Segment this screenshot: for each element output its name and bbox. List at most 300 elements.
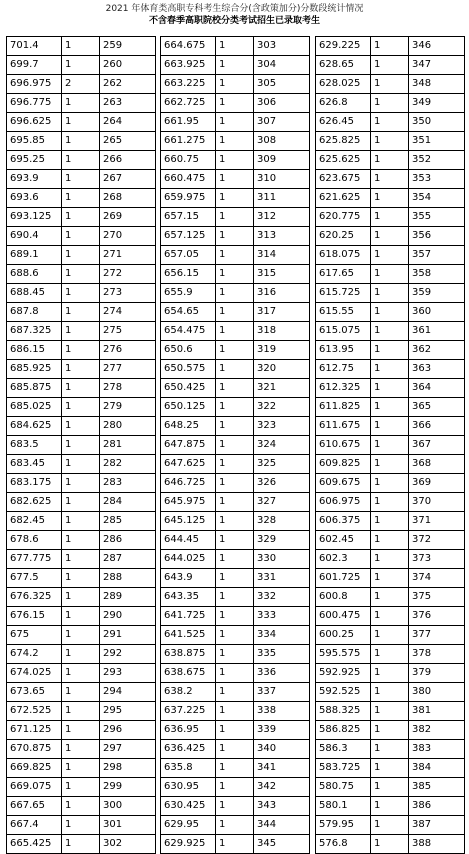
- count-cell: 1: [371, 379, 409, 398]
- score-cell: 677.775: [7, 550, 62, 569]
- count-cell: 1: [371, 170, 409, 189]
- score-cell: 660.75: [161, 151, 216, 170]
- score-cell: 637.225: [161, 702, 216, 721]
- count-cell: 1: [216, 360, 254, 379]
- cumulative-cell: 375: [409, 588, 465, 607]
- count-cell: 1: [371, 645, 409, 664]
- score-cell: 647.875: [161, 436, 216, 455]
- score-cell: 688.6: [7, 265, 62, 284]
- score-cell: 626.8: [316, 94, 371, 113]
- count-cell: 1: [371, 664, 409, 683]
- count-cell: 1: [371, 303, 409, 322]
- cumulative-cell: 328: [254, 512, 310, 531]
- count-cell: 1: [371, 265, 409, 284]
- score-cell: 675: [7, 626, 62, 645]
- count-cell: 1: [62, 721, 100, 740]
- cumulative-cell: 316: [254, 284, 310, 303]
- count-cell: 1: [216, 37, 254, 56]
- count-cell: 1: [62, 797, 100, 816]
- score-cell: 683.45: [7, 455, 62, 474]
- count-cell: 1: [371, 835, 409, 854]
- cumulative-cell: 385: [409, 778, 465, 797]
- count-cell: 1: [62, 740, 100, 759]
- table-row: [161, 246, 310, 265]
- count-cell: 1: [371, 284, 409, 303]
- table-row: [161, 474, 310, 493]
- table-row: [316, 721, 465, 740]
- cumulative-cell: 270: [100, 227, 156, 246]
- cumulative-cell: 346: [409, 37, 465, 56]
- count-cell: 1: [371, 474, 409, 493]
- table-row: [316, 588, 465, 607]
- cumulative-cell: 379: [409, 664, 465, 683]
- cumulative-cell: 274: [100, 303, 156, 322]
- cumulative-cell: 311: [254, 189, 310, 208]
- table-row: [7, 56, 156, 75]
- table-row: [316, 398, 465, 417]
- table-row: [316, 531, 465, 550]
- table-row: [7, 531, 156, 550]
- score-cell: 696.775: [7, 94, 62, 113]
- count-cell: 1: [371, 626, 409, 645]
- table-row: [316, 626, 465, 645]
- table-row: [7, 113, 156, 132]
- count-cell: 1: [371, 227, 409, 246]
- cumulative-cell: 353: [409, 170, 465, 189]
- cumulative-cell: 259: [100, 37, 156, 56]
- table-row: [316, 835, 465, 854]
- table-row: [7, 550, 156, 569]
- count-cell: 1: [371, 113, 409, 132]
- count-cell: 1: [216, 778, 254, 797]
- cumulative-cell: 356: [409, 227, 465, 246]
- document-header: [0, 0, 469, 27]
- score-cell: 610.675: [316, 436, 371, 455]
- cumulative-cell: 349: [409, 94, 465, 113]
- count-cell: 1: [371, 436, 409, 455]
- score-cell: 629.225: [316, 37, 371, 56]
- score-cell: 630.95: [161, 778, 216, 797]
- score-cell: 601.725: [316, 569, 371, 588]
- score-cell: 664.675: [161, 37, 216, 56]
- table-row: [161, 417, 310, 436]
- cumulative-cell: 280: [100, 417, 156, 436]
- cumulative-cell: 264: [100, 113, 156, 132]
- table-row: [161, 816, 310, 835]
- cumulative-cell: 361: [409, 322, 465, 341]
- table-row: [161, 341, 310, 360]
- table-row: [316, 797, 465, 816]
- table-row: [161, 569, 310, 588]
- score-cell: 673.65: [7, 683, 62, 702]
- cumulative-cell: 314: [254, 246, 310, 265]
- cumulative-cell: 318: [254, 322, 310, 341]
- score-cell: 685.875: [7, 379, 62, 398]
- score-cell: 685.925: [7, 360, 62, 379]
- score-cell: 600.475: [316, 607, 371, 626]
- table-row: [316, 94, 465, 113]
- cumulative-cell: 366: [409, 417, 465, 436]
- score-cell: 583.725: [316, 759, 371, 778]
- table-row: [161, 284, 310, 303]
- count-cell: 1: [371, 740, 409, 759]
- count-cell: 2: [62, 75, 100, 94]
- table-row: [7, 322, 156, 341]
- table-row: [161, 607, 310, 626]
- count-cell: 1: [216, 797, 254, 816]
- count-cell: 1: [216, 265, 254, 284]
- count-cell: 1: [216, 474, 254, 493]
- table-row: [7, 360, 156, 379]
- cumulative-cell: 284: [100, 493, 156, 512]
- table-row: [316, 132, 465, 151]
- count-cell: 1: [371, 132, 409, 151]
- table-row: [316, 417, 465, 436]
- score-cell: 626.45: [316, 113, 371, 132]
- table-row: [7, 398, 156, 417]
- table-row: [161, 265, 310, 284]
- count-cell: 1: [62, 683, 100, 702]
- cumulative-cell: 338: [254, 702, 310, 721]
- cumulative-cell: 263: [100, 94, 156, 113]
- cumulative-cell: 308: [254, 132, 310, 151]
- cumulative-cell: 279: [100, 398, 156, 417]
- count-cell: 1: [62, 360, 100, 379]
- table-row: [7, 512, 156, 531]
- table-row: [161, 322, 310, 341]
- page-title: 2021 年体育类高职专科考生综合分(含政策加分)分数段统计情况: [105, 4, 364, 14]
- cumulative-cell: 332: [254, 588, 310, 607]
- score-cell: 690.4: [7, 227, 62, 246]
- table-row: [161, 37, 310, 56]
- score-cell: 699.7: [7, 56, 62, 75]
- table-row: [161, 436, 310, 455]
- score-cell: 669.075: [7, 778, 62, 797]
- score-cell: 643.35: [161, 588, 216, 607]
- cumulative-cell: 387: [409, 816, 465, 835]
- table-row: [7, 170, 156, 189]
- table-row: [161, 493, 310, 512]
- cumulative-cell: 298: [100, 759, 156, 778]
- table-row: [316, 550, 465, 569]
- score-cell: 693.125: [7, 208, 62, 227]
- count-cell: 1: [62, 37, 100, 56]
- table-row: [316, 436, 465, 455]
- count-cell: 1: [371, 360, 409, 379]
- cumulative-cell: 322: [254, 398, 310, 417]
- score-cell: 662.725: [161, 94, 216, 113]
- table-row: [161, 132, 310, 151]
- count-cell: 1: [216, 303, 254, 322]
- count-cell: 1: [62, 303, 100, 322]
- table-row: [316, 246, 465, 265]
- cumulative-cell: 364: [409, 379, 465, 398]
- table-row: [7, 835, 156, 854]
- table-row: [7, 816, 156, 835]
- score-cell: 645.975: [161, 493, 216, 512]
- score-cell: 676.325: [7, 588, 62, 607]
- score-cell: 609.825: [316, 455, 371, 474]
- table-row: [161, 151, 310, 170]
- table-row: [161, 398, 310, 417]
- score-cell: 611.825: [316, 398, 371, 417]
- score-cell: 663.225: [161, 75, 216, 94]
- count-cell: 1: [371, 683, 409, 702]
- cumulative-cell: 323: [254, 417, 310, 436]
- cumulative-cell: 307: [254, 113, 310, 132]
- count-cell: 1: [216, 436, 254, 455]
- score-cell: 595.575: [316, 645, 371, 664]
- count-cell: 1: [216, 569, 254, 588]
- table-row: [161, 189, 310, 208]
- score-cell: 669.825: [7, 759, 62, 778]
- cumulative-cell: 315: [254, 265, 310, 284]
- table-row: [7, 626, 156, 645]
- cumulative-cell: 287: [100, 550, 156, 569]
- count-cell: 1: [62, 645, 100, 664]
- score-cell: 625.825: [316, 132, 371, 151]
- cumulative-cell: 319: [254, 341, 310, 360]
- cumulative-cell: 327: [254, 493, 310, 512]
- count-cell: 1: [371, 569, 409, 588]
- score-cell: 682.45: [7, 512, 62, 531]
- count-cell: 1: [216, 683, 254, 702]
- table-row: [161, 740, 310, 759]
- table-row: [7, 379, 156, 398]
- score-cell: 683.5: [7, 436, 62, 455]
- cumulative-cell: 339: [254, 721, 310, 740]
- score-cell: 674.2: [7, 645, 62, 664]
- count-cell: 1: [62, 550, 100, 569]
- count-cell: 1: [216, 132, 254, 151]
- score-cell: 615.075: [316, 322, 371, 341]
- score-cell: 654.65: [161, 303, 216, 322]
- score-cell: 621.625: [316, 189, 371, 208]
- cumulative-cell: 362: [409, 341, 465, 360]
- table-row: [161, 94, 310, 113]
- table-row: [7, 151, 156, 170]
- count-cell: 1: [216, 113, 254, 132]
- score-table-block-1: [6, 36, 156, 854]
- count-cell: 1: [62, 246, 100, 265]
- cumulative-cell: 325: [254, 455, 310, 474]
- table-row: [316, 759, 465, 778]
- table-row: [7, 94, 156, 113]
- cumulative-cell: 277: [100, 360, 156, 379]
- table-row: [316, 455, 465, 474]
- count-cell: 1: [62, 284, 100, 303]
- cumulative-cell: 330: [254, 550, 310, 569]
- count-cell: 1: [62, 189, 100, 208]
- count-cell: 1: [62, 113, 100, 132]
- score-cell: 683.175: [7, 474, 62, 493]
- score-cell: 580.1: [316, 797, 371, 816]
- score-cell: 611.675: [316, 417, 371, 436]
- count-cell: 1: [62, 835, 100, 854]
- cumulative-cell: 306: [254, 94, 310, 113]
- count-cell: 1: [62, 664, 100, 683]
- table-row: [316, 322, 465, 341]
- count-cell: 1: [371, 721, 409, 740]
- table-row: [316, 474, 465, 493]
- table-row: [7, 664, 156, 683]
- score-cell: 646.725: [161, 474, 216, 493]
- score-cell: 672.525: [7, 702, 62, 721]
- score-cell: 609.675: [316, 474, 371, 493]
- score-cell: 657.05: [161, 246, 216, 265]
- score-cell: 628.65: [316, 56, 371, 75]
- cumulative-cell: 351: [409, 132, 465, 151]
- score-cell: 606.375: [316, 512, 371, 531]
- score-cell: 667.65: [7, 797, 62, 816]
- count-cell: 1: [371, 56, 409, 75]
- cumulative-cell: 386: [409, 797, 465, 816]
- cumulative-cell: 377: [409, 626, 465, 645]
- cumulative-cell: 313: [254, 227, 310, 246]
- cumulative-cell: 289: [100, 588, 156, 607]
- table-row: [161, 170, 310, 189]
- cumulative-cell: 372: [409, 531, 465, 550]
- cumulative-cell: 367: [409, 436, 465, 455]
- count-cell: 1: [62, 265, 100, 284]
- score-cell: 630.425: [161, 797, 216, 816]
- count-cell: 1: [216, 56, 254, 75]
- cumulative-cell: 376: [409, 607, 465, 626]
- score-cell: 654.475: [161, 322, 216, 341]
- score-cell: 615.725: [316, 284, 371, 303]
- count-cell: 1: [216, 170, 254, 189]
- table-row: [316, 512, 465, 531]
- table-row: [316, 379, 465, 398]
- score-cell: 617.65: [316, 265, 371, 284]
- table-row: [7, 607, 156, 626]
- score-cell: 629.925: [161, 835, 216, 854]
- cumulative-cell: 344: [254, 816, 310, 835]
- count-cell: 1: [62, 132, 100, 151]
- count-cell: 1: [216, 246, 254, 265]
- cumulative-cell: 299: [100, 778, 156, 797]
- score-cell: 580.75: [316, 778, 371, 797]
- table-row: [316, 303, 465, 322]
- cumulative-cell: 335: [254, 645, 310, 664]
- count-cell: 1: [371, 778, 409, 797]
- cumulative-cell: 295: [100, 702, 156, 721]
- cumulative-cell: 304: [254, 56, 310, 75]
- score-cell: 638.875: [161, 645, 216, 664]
- table-row: [161, 683, 310, 702]
- table-row: [7, 474, 156, 493]
- score-cell: 588.325: [316, 702, 371, 721]
- count-cell: 1: [371, 493, 409, 512]
- table-row: [7, 208, 156, 227]
- cumulative-cell: 305: [254, 75, 310, 94]
- score-cell: 701.4: [7, 37, 62, 56]
- score-cell: 661.275: [161, 132, 216, 151]
- table-row: [7, 37, 156, 56]
- cumulative-cell: 342: [254, 778, 310, 797]
- count-cell: 1: [62, 151, 100, 170]
- count-cell: 1: [62, 208, 100, 227]
- score-cell: 650.6: [161, 341, 216, 360]
- count-cell: 1: [62, 759, 100, 778]
- table-row: [7, 265, 156, 284]
- table-row: [7, 436, 156, 455]
- table-row: [316, 569, 465, 588]
- score-cell: 657.125: [161, 227, 216, 246]
- count-cell: 1: [371, 208, 409, 227]
- cumulative-cell: 383: [409, 740, 465, 759]
- table-row: [161, 702, 310, 721]
- table-row: [7, 189, 156, 208]
- count-cell: 1: [62, 417, 100, 436]
- cumulative-cell: 324: [254, 436, 310, 455]
- cumulative-cell: 347: [409, 56, 465, 75]
- cumulative-cell: 269: [100, 208, 156, 227]
- count-cell: 1: [62, 588, 100, 607]
- count-cell: 1: [216, 189, 254, 208]
- score-cell: 650.425: [161, 379, 216, 398]
- count-cell: 1: [62, 531, 100, 550]
- score-cell: 696.975: [7, 75, 62, 94]
- count-cell: 1: [216, 721, 254, 740]
- count-cell: 1: [62, 379, 100, 398]
- table-row: [161, 303, 310, 322]
- score-cell: 628.025: [316, 75, 371, 94]
- table-row: [7, 303, 156, 322]
- score-cell: 660.475: [161, 170, 216, 189]
- cumulative-cell: 337: [254, 683, 310, 702]
- count-cell: 1: [62, 778, 100, 797]
- score-cell: 592.925: [316, 664, 371, 683]
- table-row: [316, 75, 465, 94]
- score-cell: 625.625: [316, 151, 371, 170]
- score-cell: 612.75: [316, 360, 371, 379]
- count-cell: 1: [216, 645, 254, 664]
- count-cell: 1: [216, 322, 254, 341]
- table-row: [7, 246, 156, 265]
- count-cell: 1: [371, 94, 409, 113]
- cumulative-cell: 312: [254, 208, 310, 227]
- count-cell: 1: [371, 607, 409, 626]
- cumulative-cell: 341: [254, 759, 310, 778]
- cumulative-cell: 334: [254, 626, 310, 645]
- score-cell: 650.125: [161, 398, 216, 417]
- cumulative-cell: 300: [100, 797, 156, 816]
- score-table-block-2: [160, 36, 310, 854]
- score-cell: 655.9: [161, 284, 216, 303]
- count-cell: 1: [371, 341, 409, 360]
- score-cell: 643.9: [161, 569, 216, 588]
- table-row: [161, 379, 310, 398]
- cumulative-cell: 371: [409, 512, 465, 531]
- table-row: [7, 721, 156, 740]
- cumulative-cell: 288: [100, 569, 156, 588]
- count-cell: 1: [371, 246, 409, 265]
- count-cell: 1: [62, 398, 100, 417]
- count-cell: 1: [216, 626, 254, 645]
- count-cell: 1: [371, 417, 409, 436]
- table-row: [316, 56, 465, 75]
- score-cell: 659.975: [161, 189, 216, 208]
- count-cell: 1: [216, 664, 254, 683]
- score-cell: 670.875: [7, 740, 62, 759]
- score-cell: 686.15: [7, 341, 62, 360]
- count-cell: 1: [216, 398, 254, 417]
- table-row: [7, 455, 156, 474]
- score-cell: 579.95: [316, 816, 371, 835]
- score-cell: 635.8: [161, 759, 216, 778]
- table-row: [316, 284, 465, 303]
